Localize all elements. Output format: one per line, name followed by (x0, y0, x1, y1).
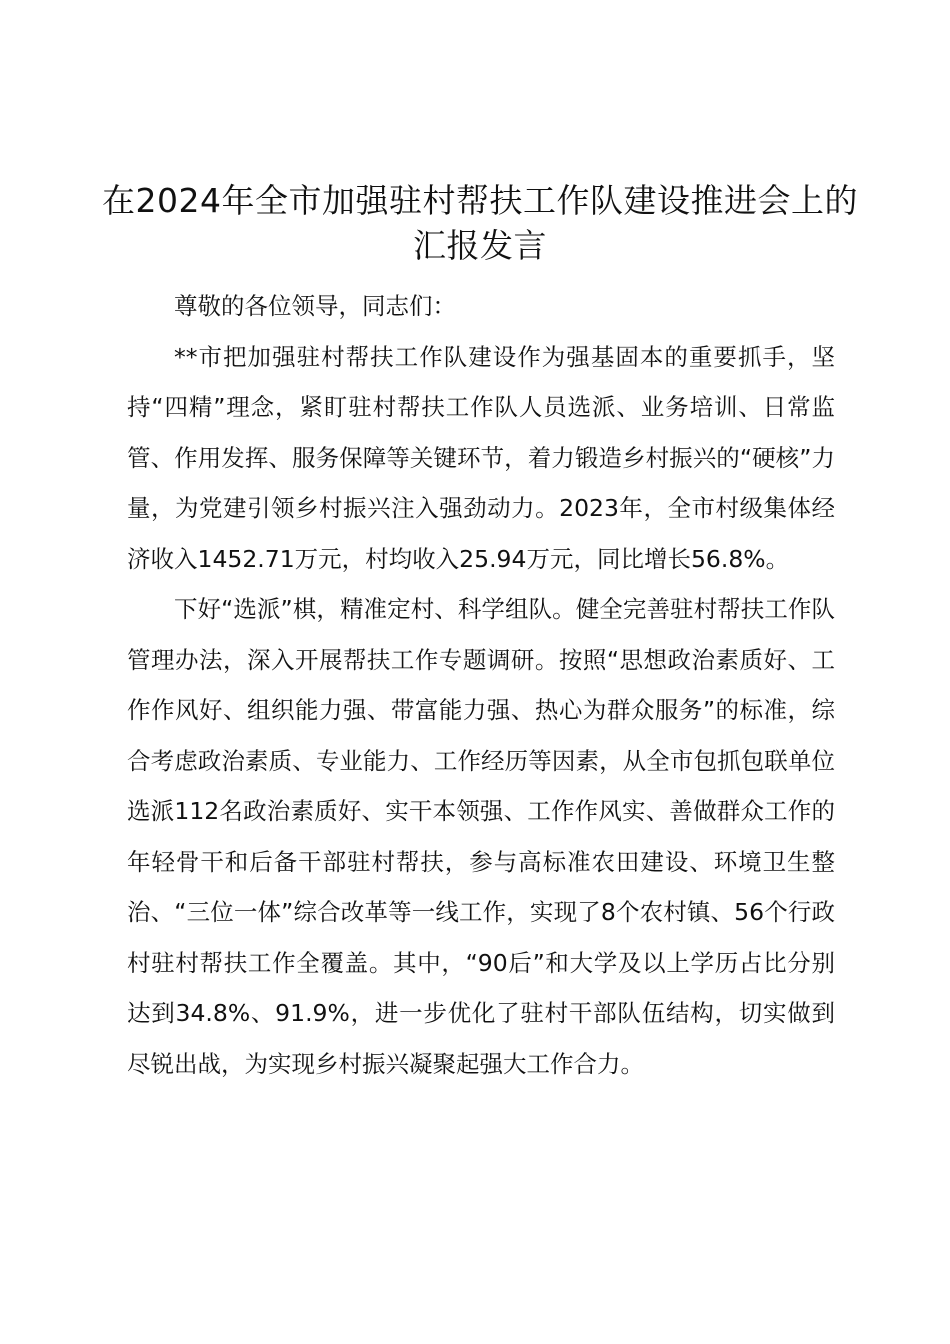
paragraph-selection: 下好“选派”棋，精准定村、科学组队。健全完善驻村帮扶工作队管理办法，深入开展帮扶工作专题调研。按照“思想政治素质好、工作作风好、组织能力强、带富能力强、热心为群众服务”的标准，综合考虑政治素质、专业能力、工作经历等因素，从全市包抓包联单位选派112名政治素质好、实干本领强、工作作风实、善做群众工作的年轻骨干和后备干部驻村帮扶，参与高标准农田建设、环境卫生整治、“三位一体”综合改革等一线工作，实现了8个农村镇、56个行政村驻村帮扶工作全覆盖。其中，“90后”和大学及以上学历占比分别达到34.8%、91.9%，进一步优化了驻村干部队伍结构，切实做到尽锐出战，为实现乡村振兴凝聚起强大工作合力。 (127, 595, 835, 1078)
document-body (127, 281, 835, 1089)
paragraph-intro: **市把加强驻村帮扶工作队建设作为强基固本的重要抓手，坚持“四精”理念，紧盯驻村帮扶工作队人员选派、业务培训、日常监管、作用发挥、服务保障等关键环节，着力锻造乡村振兴的“硬核”力量，为党建引领乡村振兴注入强劲动力。2023年，全市村级集体经济收入1452.71万元，村均收入25.94万元，同比增长56.8%。 (127, 342, 835, 573)
document-title: 在2024年全市加强驻村帮扶工作队建设推进会上的汇报发言 (102, 181, 858, 265)
salutation: 尊敬的各位领导，同志们： (174, 292, 456, 320)
